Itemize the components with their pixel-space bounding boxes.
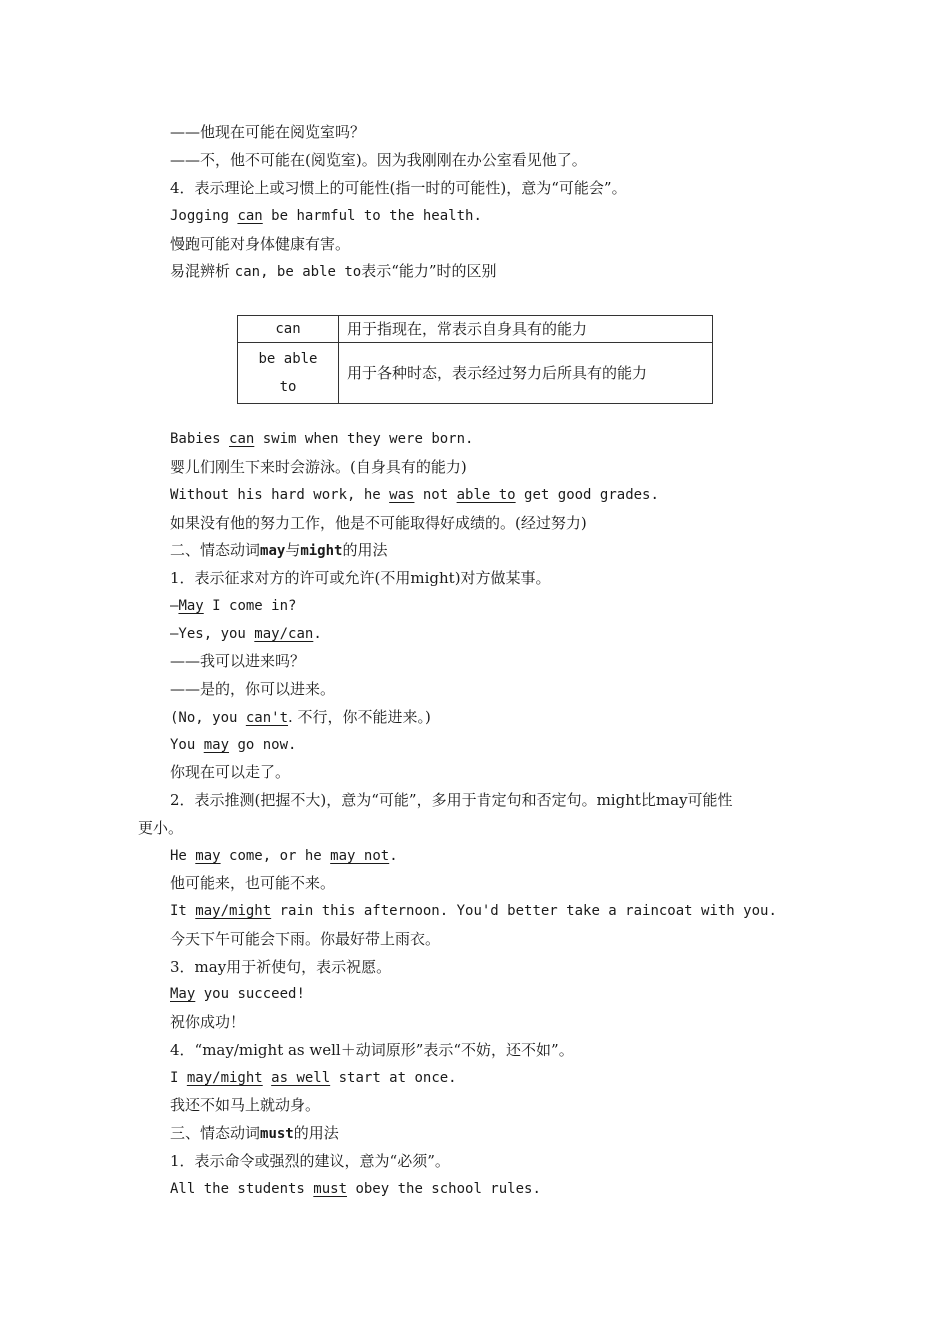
- example-sentence: —May I come in?: [170, 598, 297, 614]
- text-line: 我还不如马上就动身。: [170, 1096, 321, 1114]
- text-line: 你现在可以走了。: [170, 763, 291, 781]
- text-line: 4．“may/might as well＋动词原形”表示“不妨，还不如”。: [170, 1041, 574, 1059]
- text-line: ——我可以进来吗？: [170, 652, 306, 670]
- section-heading: 三、情态动词must的用法: [170, 1124, 339, 1142]
- text-line: ——是的，你可以进来。: [170, 680, 336, 698]
- example-sentence: You may go now.: [170, 737, 297, 753]
- example-sentence: Babies can swim when they were born.: [170, 431, 474, 447]
- section-heading: 二、情态动词may与might的用法: [170, 541, 388, 559]
- text-line: 易混辨析 can, be able to表示“能力”时的区别: [170, 262, 497, 280]
- text-line: 2．表示推测(把握不大)，意为“可能”，多用于肯定句和否定句。might比may可能性: [170, 791, 733, 809]
- example-sentence: (No, you can't. 不行，你不能进来。): [170, 708, 431, 726]
- text-line: ——他现在可能在阅览室吗？: [170, 123, 366, 141]
- text-line: 慢跑可能对身体健康有害。: [170, 235, 351, 253]
- text-line: 如果没有他的努力工作，他是不可能取得好成绩的。(经过努力): [170, 514, 587, 532]
- text-line: 婴儿们刚生下来时会游泳。(自身具有的能力): [170, 458, 467, 476]
- table-row: [238, 316, 713, 343]
- example-sentence: I may/might as well start at once.: [170, 1070, 457, 1086]
- example-sentence: May you succeed!: [170, 986, 305, 1002]
- example-sentence: Without his hard work, he was not able to get good grades.: [170, 487, 659, 503]
- text-line: 今天下午可能会下雨。你最好带上雨衣。: [170, 930, 441, 948]
- table-cell: be able to: [238, 343, 339, 404]
- text-line: 1．表示征求对方的许可或允许(不用might)对方做某事。: [170, 569, 551, 587]
- text-line: 他可能来，也可能不来。: [170, 874, 336, 892]
- table-cell: can: [238, 316, 339, 343]
- example-sentence: —Yes, you may/can.: [170, 626, 322, 642]
- table-row: [238, 343, 713, 404]
- text-line: 祝你成功！: [170, 1013, 246, 1031]
- text-line: 4．表示理论上或习惯上的可能性(指一时的可能性)，意为“可能会”。: [170, 179, 627, 197]
- text-line: ——不，他不可能在(阅览室)。因为我刚刚在办公室看见他了。: [170, 151, 587, 169]
- example-sentence: He may come, or he may not.: [170, 848, 398, 864]
- text-line: 更小。: [138, 819, 184, 837]
- text-line: 3．may用于祈使句，表示祝愿。: [170, 958, 392, 976]
- example-sentence: It may/might rain this afternoon. You'd better take a raincoat with you.: [170, 903, 777, 919]
- example-sentence: Jogging can be harmful to the health.: [170, 208, 482, 224]
- example-sentence: All the students must obey the school rules.: [170, 1181, 541, 1197]
- table-cell: 用于指现在，常表示自身具有的能力: [339, 316, 713, 343]
- comparison-table: [237, 315, 713, 404]
- text-line: 1．表示命令或强烈的建议，意为“必须”。: [170, 1152, 450, 1170]
- table-cell: 用于各种时态，表示经过努力后所具有的能力: [339, 343, 713, 404]
